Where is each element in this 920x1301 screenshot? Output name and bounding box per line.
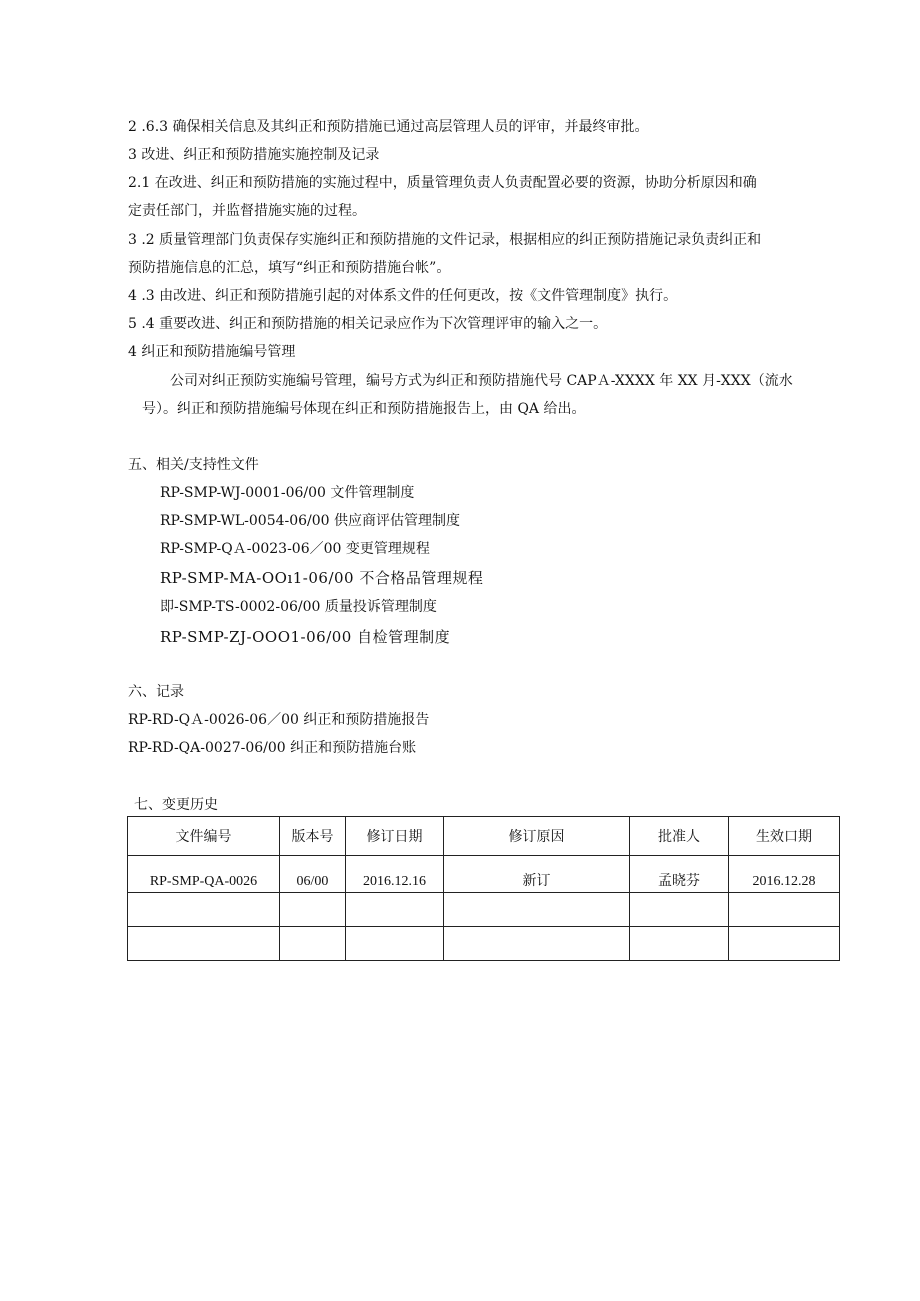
table-row [128, 893, 840, 927]
table-header-row [128, 817, 840, 856]
related-doc-item: 即-SMP-TS-0002-06/00 质量投诉管理制度 [160, 599, 437, 615]
table-row [128, 856, 840, 893]
col-header-version: 版本号 [280, 817, 346, 856]
cell-effective-date [729, 927, 840, 961]
heading-4-numbering: 4 纠正和预防措施编号管理 [128, 344, 296, 360]
cell-version [280, 927, 346, 961]
heading-3-implementation-control: 3 改进、纠正和预防措施实施控制及记录 [128, 147, 380, 163]
cell-approver [630, 927, 729, 961]
related-doc-item: RP-SMP-QＡ-0023-06／00 变更管理规程 [160, 541, 430, 557]
cell-revision-date [346, 893, 444, 927]
change-history-table [127, 816, 840, 961]
table-row [128, 927, 840, 961]
related-doc-item: RP-SMP-ZJ-OOO1-06/00 自检管理制度 [160, 628, 451, 646]
related-doc-item: RP-SMP-MA-OOı1-06/00 不合格品管理规程 [160, 569, 484, 587]
cell-revision-reason [444, 927, 630, 961]
numbering-paragraph-line1: 公司对纠正预防实施编号管理，编号方式为纠正和预防措施代号 CAPＡ-XXXX 年 XX 月-XXX（流水 [170, 373, 793, 389]
cell-revision-reason [444, 893, 630, 927]
section7-heading: 七、变更历史 [134, 797, 218, 813]
cell-doc-number [128, 927, 280, 961]
record-item: RP-RD-QＡ-0026-06／00 纠正和预防措施报告 [128, 712, 430, 728]
cell-effective-date: 2016.12.28 [729, 856, 840, 893]
clause-2-1-line1: 2.1 在改进、纠正和预防措施的实施过程中，质量管理负责人负责配置必要的资源，协助分析原因和确 [128, 175, 757, 191]
cell-version [280, 893, 346, 927]
cell-revision-date: 2016.12.16 [346, 856, 444, 893]
cell-version: 06/00 [280, 856, 346, 893]
clause-4-3: 4 .3 由改进、纠正和预防措施引起的对体系文件的任何更改，按《文件管理制度》执行。 [128, 288, 678, 304]
related-doc-item: RP-SMP-WJ-0001-06/00 文件管理制度 [160, 485, 415, 501]
clause-5-4: 5 .4 重要改进、纠正和预防措施的相关记录应作为下次管理评审的输入之一。 [128, 316, 608, 332]
clause-2-1-line2: 定责任部门，并监督措施实施的过程。 [128, 203, 366, 219]
clause-3-2-line2: 预防措施信息的汇总，填写“纠正和预防措施台帐”。 [128, 260, 451, 276]
section5-heading: 五、相关/支持性文件 [128, 457, 259, 473]
cell-approver [630, 893, 729, 927]
col-header-doc-number: 文件编号 [128, 817, 280, 856]
col-header-revision-reason: 修订原因 [444, 817, 630, 856]
section6-heading: 六、记录 [128, 684, 184, 700]
related-doc-item: RP-SMP-WL-0054-06/00 供应商评估管理制度 [160, 513, 461, 529]
cell-doc-number: RP-SMP-QA-0026 [128, 856, 280, 893]
record-item: RP-RD-QA-0027-06/00 纠正和预防措施台账 [128, 740, 417, 756]
clause-2-6-3: 2 .6.3 确保相关信息及其纠正和预防措施已通过高层管理人员的评审，并最终审批。 [128, 119, 649, 135]
clause-3-2-line1: 3 .2 质量管理部门负责保存实施纠正和预防措施的文件记录，根据相应的纠正预防措施记录负责纠正和 [128, 232, 762, 248]
col-header-revision-date: 修订日期 [346, 817, 444, 856]
col-header-approver: 批准人 [630, 817, 729, 856]
col-header-effective-date: 生效口期 [729, 817, 840, 856]
cell-revision-date [346, 927, 444, 961]
cell-revision-reason: 新订 [444, 856, 630, 893]
cell-approver: 孟晓芬 [630, 856, 729, 893]
cell-effective-date [729, 893, 840, 927]
numbering-paragraph-line2: 号）。纠正和预防措施编号体现在纠正和预防措施报告上，由 QA 给出。 [142, 401, 586, 417]
cell-doc-number [128, 893, 280, 927]
